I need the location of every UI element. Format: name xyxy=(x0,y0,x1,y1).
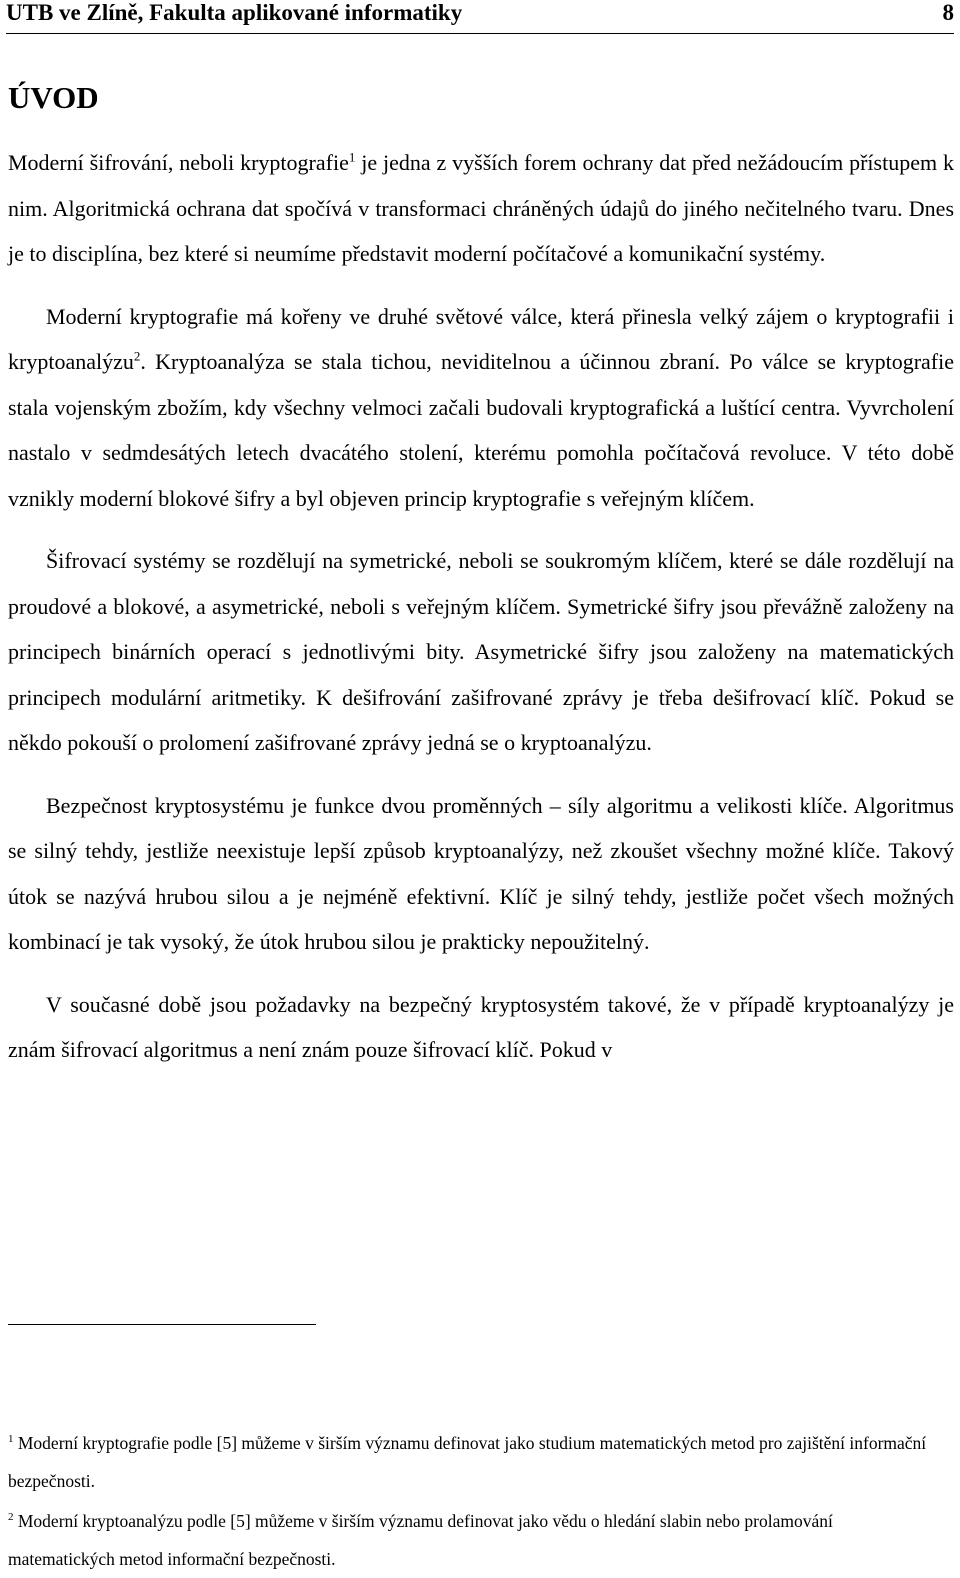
footnote-number: 2 xyxy=(8,1511,14,1524)
paragraph-intro xyxy=(8,140,954,277)
footnote-reference[interactable]: 2 xyxy=(133,348,141,364)
paragraph-security: Bezpečnost kryptosystému je funkce dvou proměnných – síly algoritmu a velikosti klíče. Algoritmus se silný tehdy, jestliže neexistuje lepší způsob kryptoanalýzy, než zkoušet všechny možné klíče. Takový útok se nazývá hrubou silou a je nejméně efektivní. Klíč je silný tehdy, jestliže počet všech možných kombinací je tak vysoký, že útok hrubou silou je prakticky nepoužitelný. xyxy=(8,792,954,954)
page-number: 8 xyxy=(942,0,954,25)
page-header xyxy=(6,0,954,26)
paragraph-text: Moderní šifrování, neboli kryptografie xyxy=(8,150,349,175)
footnotes xyxy=(8,1424,938,1578)
footnote-reference[interactable]: 1 xyxy=(348,149,356,165)
header-divider xyxy=(6,33,954,34)
chapter-title: ÚVOD xyxy=(8,80,99,115)
paragraph-text: Moderní kryptografie má kořeny ve druhé světové válce, která přinesla velký zájem o kryptografii i kryptoanalýzu xyxy=(8,303,954,374)
paragraph-text: . Kryptoanalýza se stala tichou, neviditelnou a účinnou zbraní. Po válce se kryptografie stala vojenským zbožím, kdy všechny velmoci začali budovali kryptografická a luštící centra. Vyvrcholení nastalo v sedmdesátých letech dvacátého stolení, kterému pomohla počítačová revoluce. V této době vznikly moderní blokové šifry a byl objeven princip kryptografie s veřejným klíčem. xyxy=(8,349,954,511)
footnote-1 xyxy=(8,1424,938,1500)
body-text xyxy=(8,140,954,1073)
footnote-divider xyxy=(8,1324,316,1325)
paragraph-text: je jedna z vyšších forem ochrany dat před nežádoucím přístupem k nim. Algoritmická ochrana dat spočívá v transformaci chráněných údajů do jiného nečitelného tvaru. Dnes je to disciplína, bez které si neumíme představit moderní počítačové a komunikační systémy. xyxy=(8,150,954,266)
footnote-number: 1 xyxy=(8,1433,14,1446)
paragraph-requirements: V současné době jsou požadavky na bezpečný kryptosystém takové, že v případě kryptoanalýzy je znám šifrovací algoritmus a není znám pouze šifrovací klíč. Pokud v xyxy=(8,991,954,1062)
paragraph-cipher-systems: Šifrovací systémy se rozdělují na symetrické, neboli se soukromým klíčem, které se dále rozdělují na proudové a blokové, a asymetrické, neboli s veřejným klíčem. Symetrické šifry jsou převážně založeny na principech binárních operací s jednotlivými bity. Asymetrické šifry jsou založeny na matematických principech modulární aritmetiky. K dešifrování zašifrované zprávy je třeba dešifrovací klíč. Pokud se někdo pokouší o prolomení zašifrované zprávy jedná se o kryptoanalýzu. xyxy=(8,548,954,755)
paragraph-history xyxy=(8,294,954,522)
footnote-text: Moderní kryptografie podle [5] můžeme v širším významu definovat jako studium matematických metod pro zajištění informační bezpečnosti. xyxy=(8,1433,927,1491)
header-title: UTB ve Zlíně, Fakulta aplikované informatiky xyxy=(6,0,463,25)
footnote-text: Moderní kryptoanalýzu podle [5] můžeme v širším významu definovat jako vědu o hledání slabin nebo prolamování matematických metod informační bezpečnosti. xyxy=(8,1511,833,1569)
footnote-2 xyxy=(8,1502,938,1578)
